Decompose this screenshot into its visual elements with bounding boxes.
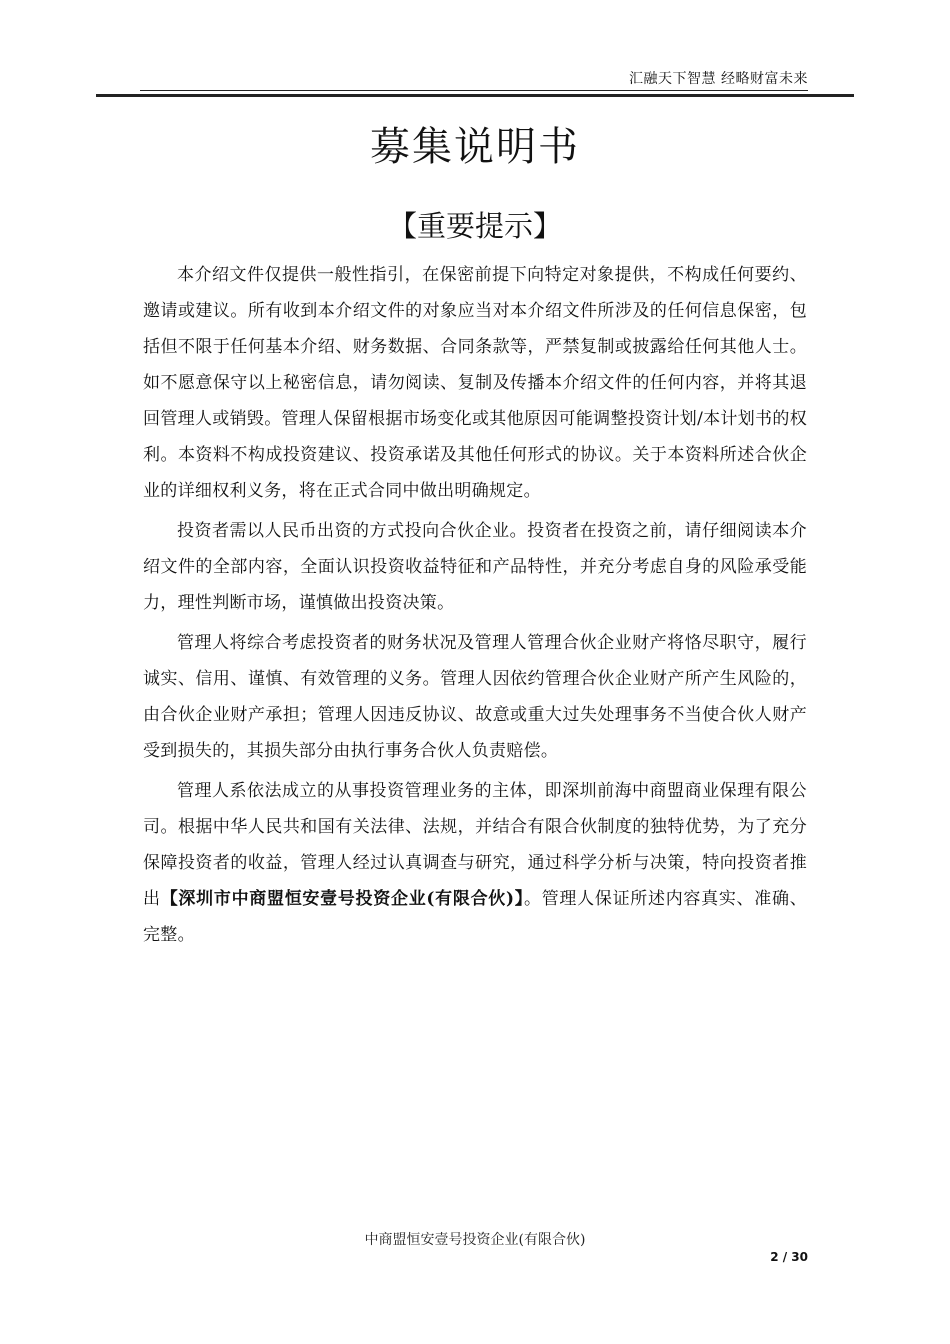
footer-entity-name: 中商盟恒安壹号投资企业(有限合伙) <box>364 1232 586 1248</box>
header-divider-thick <box>96 94 854 97</box>
paragraph-confidentiality: 本介绍文件仅提供一般性指引，在保密前提下向特定对象提供，不构成任何要约、邀请或建议。所有收到本介绍文件的对象应当对本介绍文件所涉及的任何信息保密，包括但不限于任何基本介绍、财务数据、合同条款等，严禁复制或披露给任何其他人士。如不愿意保守以上秘密信息，请勿阅读、复制及传播本介绍文件的任何内容，并将其退回管理人或销毁。管理人保留根据市场变化或其他原因可能调整投资计划/本计划书的权利。本资料不构成投资建议、投资承诺及其他任何形式的协议。关于本资料所述合伙企业的详细权利义务，将在正式合同中做出明确规定。 <box>143 265 807 501</box>
statement-text-before: 管理人系依法成立的从事投资管理业务的主体，即深圳前海中商盟商业保理有限公司。根据中华人民共和国有关法律、法规，并结合有限合伙制度的独特优势，为了充分保障投资者的收益，管理人经过认真调查与研究，通过科学分析与决策，特向投资者推出 <box>143 781 807 909</box>
header-slogan: 汇融天下智慧 经略财富未来 <box>629 71 808 87</box>
page-number: 2 / 30 <box>770 1250 808 1264</box>
fund-name-highlight: 【深圳市中商盟恒安壹号投资企业(有限合伙)】 <box>160 889 524 909</box>
statement-text-after: 。管理人保证所述内容真实、准确、完整。 <box>143 889 807 945</box>
paragraph-manager-duties: 管理人将综合考虑投资者的财务状况及管理人管理合伙企业财产将恪尽职守，履行诚实、信用、谨慎、有效管理的义务。管理人因依约管理合伙企业财产所产生风险的，由合伙企业财产承担；管理人因违反协议、故意或重大过失处理事务不当使合伙人财产受到损失的，其损失部分由执行事务合伙人负责赔偿。 <box>143 633 807 761</box>
paragraph-investor-notice: 投资者需以人民币出资的方式投向合伙企业。投资者在投资之前，请仔细阅读本介绍文件的全部内容，全面认识投资收益特征和产品特性，并充分考虑自身的风险承受能力，理性判断市场，谨慎做出投资决策。 <box>143 521 807 613</box>
header-divider-thin <box>140 90 808 91</box>
paragraph-manager-statement <box>143 773 807 953</box>
document-body <box>143 257 807 953</box>
section-title: 【重要提示】 <box>387 209 562 244</box>
document-title: 募集说明书 <box>370 123 580 170</box>
